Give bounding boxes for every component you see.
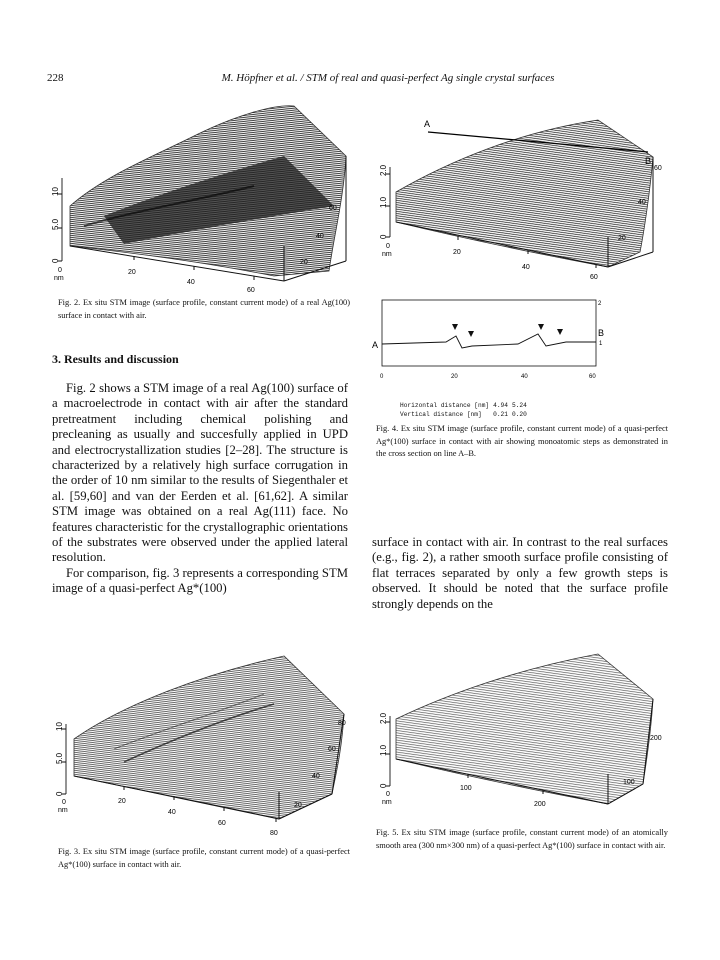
table-row (400, 401, 531, 410)
fig4-cross-section (368, 296, 608, 394)
fig4-dtick: 40 (638, 199, 646, 206)
page-number: 228 (47, 72, 64, 84)
fig3-ytick: 10 (55, 722, 64, 731)
right-column-text (372, 535, 668, 612)
fig4-label-a: A (424, 119, 431, 129)
fig4-distance-table (400, 401, 531, 419)
fig5-origin: 0 (386, 791, 390, 798)
fig3-dtick: 20 (294, 802, 302, 809)
fig4-xtick: 60 (590, 274, 598, 281)
fig4-profile-label-b: B (598, 328, 605, 338)
fig3-caption: Fig. 3. Ex situ STM image (surface profile, constant current mode) of a quasi-perfect Ag*(100) surface in contact with air. (58, 847, 350, 869)
fig4-profile-xtick: 40 (521, 374, 528, 380)
fig2-xtick: 40 (187, 279, 195, 286)
fig5-ytick: 2.0 (379, 712, 388, 724)
fig3-origin: 0 (62, 799, 66, 806)
fig4-dtick: 20 (618, 235, 626, 242)
fig2-ytick: 5.0 (51, 218, 60, 230)
fig4-label-b: B (645, 156, 652, 166)
fig2-unit: nm (54, 275, 64, 282)
table-cell: 0.20 (511, 411, 527, 418)
running-title: M. Höpfner et al. / STM of real and quasi-perfect Ag single crystal surfaces (221, 72, 555, 84)
fig2-dtick: 60 (329, 205, 337, 212)
fig3-stm-image (44, 644, 364, 840)
fig4-profile-xtick: 0 (380, 374, 384, 380)
table-cell: Horizontal distance [nm] (400, 402, 490, 409)
fig3-xtick: 20 (118, 798, 126, 805)
fig4-ytick: 0 (379, 234, 388, 239)
fig4-origin: 0 (386, 243, 390, 250)
fig4-stm-image (368, 112, 688, 282)
fig3-unit: nm (58, 807, 68, 814)
fig4-unit: nm (382, 251, 392, 258)
fig4-caption: Fig. 4. Ex situ STM image (surface profile, constant current mode) of a quasi-perfect Ag*(100) surface in contact with air showing monoatomic steps as demonstrated in the cross section on line A–B. (376, 424, 668, 458)
fig5-stm-image (368, 644, 688, 824)
fig5-ytick: 1.0 (379, 744, 388, 756)
fig5-dtick: 100 (623, 779, 635, 786)
fig4-xtick: 40 (522, 264, 530, 271)
fig2-ytick: 0 (51, 258, 60, 263)
fig4-marker (538, 324, 544, 330)
fig4-dtick: 60 (654, 165, 662, 172)
fig4-profile-xtick: 20 (451, 374, 458, 380)
fig4-surface (396, 120, 653, 267)
section-heading: 3. Results and discussion (52, 352, 179, 366)
left-column-text (52, 381, 348, 597)
fig2-caption: Fig. 2. Ex situ STM image (surface profile, constant current mode) of a real Ag(100) surface in contact with air. (58, 298, 350, 320)
fig3-dtick: 40 (312, 773, 320, 780)
fig3-xtick: 80 (270, 830, 278, 837)
fig2-xtick: 60 (247, 287, 255, 292)
fig2-xtick: 20 (128, 269, 136, 276)
fig3-surface (74, 656, 344, 819)
fig3-xtick: 40 (168, 809, 176, 816)
fig3-ytick: 5.0 (55, 752, 64, 764)
fig4-profile-right-top: 2 (598, 301, 602, 307)
paragraph: surface in contact with air. In contrast to the real surfaces (e.g., fig. 2), a rather smooth surface profile consisting of flat terraces separated by only a few growth steps is observed. It should be noted that the surface profile strongly depends on the (372, 535, 668, 611)
fig4-marker (468, 331, 474, 337)
fig4-profile-right-bottom: 1 (599, 341, 603, 347)
fig4-profile-xtick: 60 (589, 374, 596, 380)
fig4-ytick: 2.0 (379, 164, 388, 176)
fig5-surface (396, 654, 653, 804)
fig3-dtick: 80 (338, 720, 346, 727)
fig4-marker (452, 324, 458, 330)
fig2-ytick: 10 (51, 187, 60, 196)
fig2-origin: 0 (58, 267, 62, 274)
fig3-ytick: 0 (55, 791, 64, 796)
fig4-xtick: 20 (453, 249, 461, 256)
fig4-marker (557, 329, 563, 335)
table-cell: 5.24 (511, 402, 527, 409)
fig2-stm-image (44, 96, 364, 292)
fig2-dtick: 40 (316, 233, 324, 240)
table-row (400, 410, 531, 419)
fig5-dtick: 200 (650, 735, 662, 742)
paragraph: Fig. 2 shows a STM image of a real Ag(100) surface of a macroelectrode in contact with air after the standard pretreatment including chemical polishing and precleaning as usually and succesfully applied in UPD and electrocrystallization studies [2–28]. The structure is characterized by a relatively high surface corrugation in the order of 10 nm similar to the results of Siegenthaler et al. [59,60] and van der Eerden et al. [61,62]. A similar STM image was obtained on a real Ag(111) face. No features characteristic for the crystallographic orientations of the substrates were observed under the applied lateral resolution. (52, 381, 348, 565)
fig2-dtick: 20 (300, 259, 308, 266)
fig5-caption: Fig. 5. Ex situ STM image (surface profile, constant current mode) of an atomically smooth area (300 nm×300 nm) of a quasi-perfect Ag*(100) surface in contact with air. (376, 828, 668, 850)
paragraph: For comparison, fig. 3 represents a corresponding STM image of a quasi-perfect Ag*(100) (52, 565, 348, 596)
fig5-ytick: 0 (379, 783, 388, 788)
fig3-dtick: 60 (328, 746, 336, 753)
fig3-xtick: 60 (218, 820, 226, 827)
table-cell: 0.21 (493, 411, 508, 418)
fig4-ytick: 1.0 (379, 196, 388, 208)
table-cell: 4.94 (493, 402, 508, 409)
fig4-profile-label-a: A (372, 340, 379, 350)
fig5-unit: nm (382, 799, 392, 806)
fig4-profile-line (382, 334, 596, 348)
fig5-xtick: 100 (460, 785, 472, 792)
fig5-xtick: 200 (534, 801, 546, 808)
table-cell: Vertical distance [nm] (400, 411, 482, 418)
